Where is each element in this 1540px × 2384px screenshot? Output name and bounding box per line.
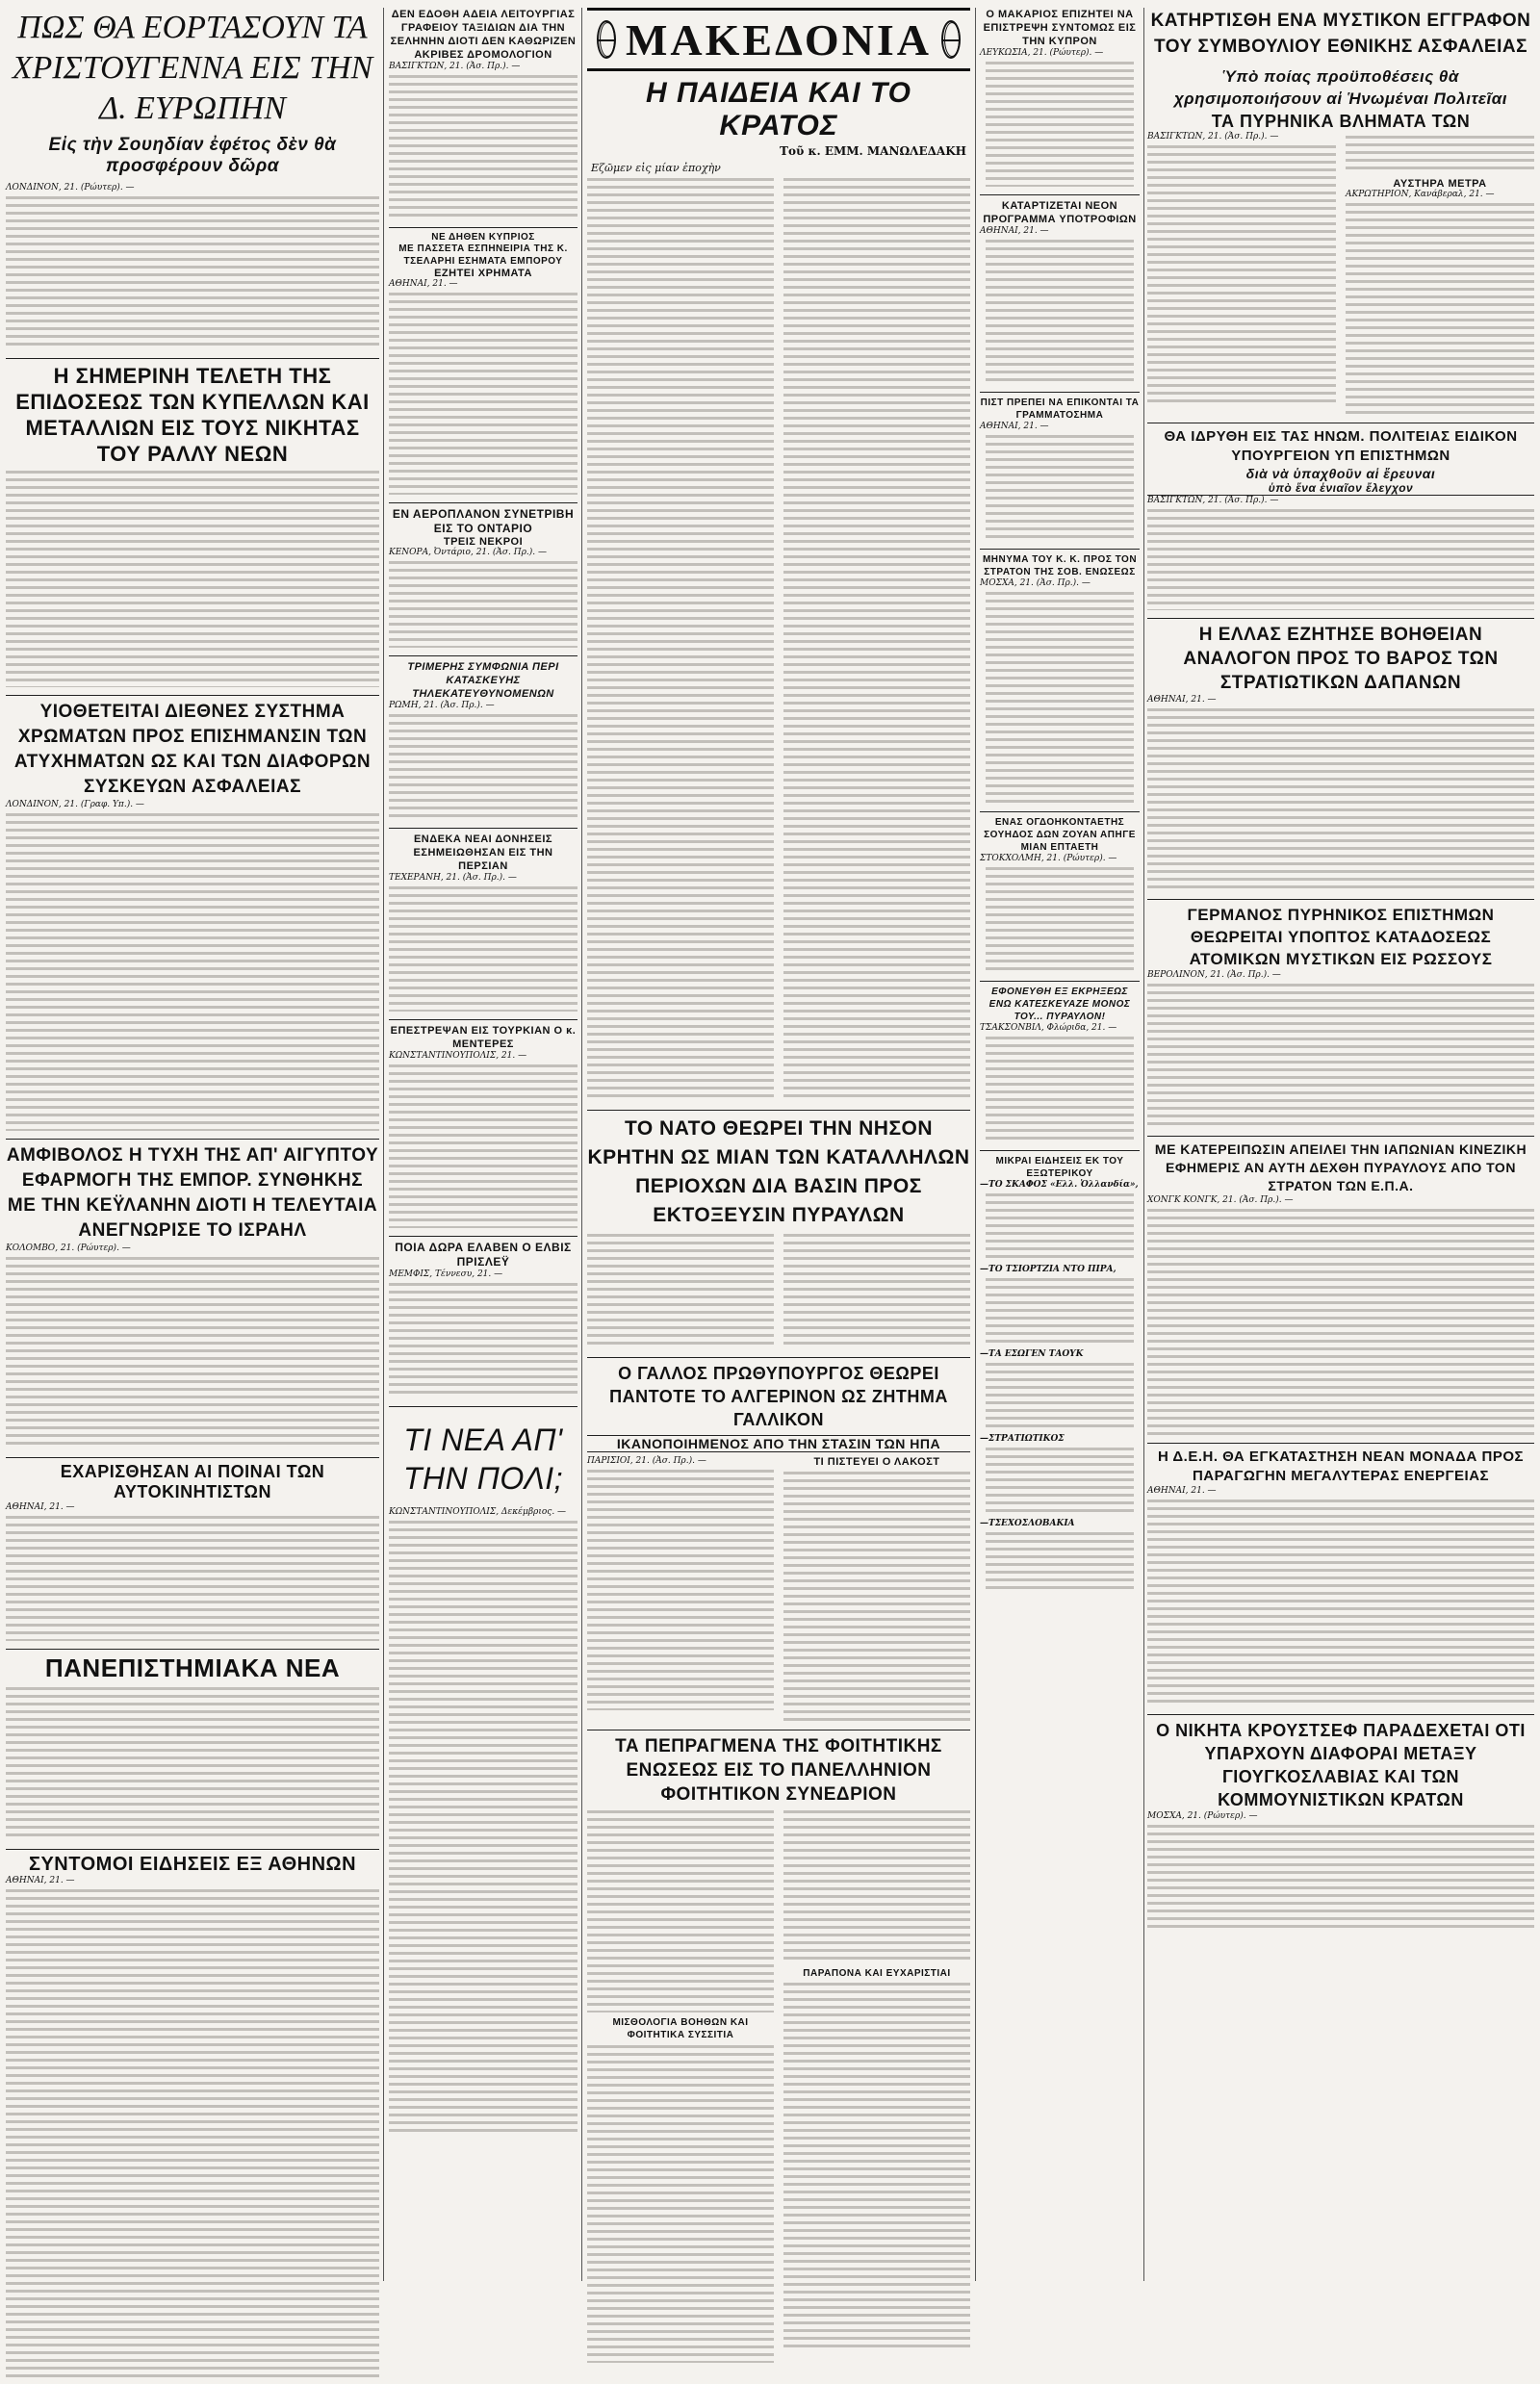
lead-opening: Εζῶμεν εἰς μίαν ἐποχὴν <box>591 162 721 174</box>
article-rally-awards <box>6 363 379 696</box>
article-scholarships <box>980 199 1140 393</box>
article-body <box>783 1472 970 1722</box>
headline: ΠΙΣΤ ΠΡΕΠΕΙ ΝΑ ΕΠΙΚΟΝΤΑΙ ΤΑ ΓΡΑΜΜΑΤΟΣΗΜΑ <box>980 397 1140 421</box>
article-body <box>587 1470 774 1710</box>
headline: ΕΝ ΑΕΡΟΠΛΑΝΟΝ ΣΥΝΕΤΡΙΒΗ ΕΙΣ ΤΟ ΟΝΤΑΡΙΟ <box>392 507 575 535</box>
article-body <box>1147 1825 1534 1931</box>
headline: Ο ΓΑΛΛΟΣ ΠΡΩΘΥΠΟΥΡΓΟΣ ΘΕΩΡΕΙ ΠΑΝΤΟΤΕ ΤΟ ΑΛΓΕΡΙΝΟΝ ΩΣ ΖΗΤΗΜΑ ΓΑΛΛΙΚΟΝ <box>609 1364 948 1429</box>
article-body <box>587 2045 774 2363</box>
column-rule <box>383 8 384 2281</box>
article-persia-quakes <box>389 833 578 1020</box>
article-greece-aid <box>1147 623 1534 900</box>
article-swedish-don-juan <box>980 816 1140 982</box>
article-ontario-crash <box>389 507 578 656</box>
dateline: ΠΑΡΙΣΙΟΙ, 21. (Ἀσ. Πρ.). — <box>587 1456 706 1466</box>
headline: Η ΠΑΙΔΕΙΑ ΚΑΙ ΤΟ ΚΡΑΤΟΣ <box>645 77 912 141</box>
headline: ΣΥΝΤΟΜΟΙ ΕΙΔΗΣΕΙΣ ΕΞ ΑΘΗΝΩΝ <box>28 1854 357 1875</box>
dateline: ΜΟΣΧΑ, 21. (Ἀσ. Πρ.). — <box>980 578 1091 588</box>
article-nato-crete <box>587 1115 970 1358</box>
sidebar-heading: ΤΙ ΠΙΣΤΕΥΕΙ Ο ΛΑΚΟΣΤ <box>813 1456 940 1468</box>
article-body <box>1147 708 1534 891</box>
article-science-ministry <box>1147 427 1534 619</box>
headline: ΔΕΝ ΕΔΟΘΗ ΑΔΕΙΑ ΛΕΙΤΟΥΡΓΙΑΣ ΓΡΑΦΕΙΟΥ ΤΑΞΙΔΙΩΝ ΔΙΑ ΤΗΝ ΣΕΛΗΝΗΝ ΔΙΟΤΙ ΔΕΝ ΚΑΘΩΡΙΖΕΝ ΑΚΡΙΒΕΣ ΔΡΟΜΟΛΟΓΙΟΝ <box>390 9 577 61</box>
dateline: ΛΕΥΚΩΣΙΑ, 21. (Ρώυτερ). — <box>980 48 1104 58</box>
subheadline: ΤΡΕΙΣ ΝΕΚΡΟΙ <box>443 536 524 548</box>
article-egypt-ceylon <box>6 1143 379 1458</box>
headline-kicker: ΝΕ ΔΗΘΕΝ ΚΥΠΡΙΟΣ <box>431 232 535 243</box>
dateline: ΚΟΛΟΜΒΟ, 21. (Ρώυτερ). — <box>6 1243 131 1253</box>
dateline: ΑΘΗΝΑΙ, 21. — <box>1147 1486 1217 1496</box>
article-body <box>587 178 774 1102</box>
headline: Η ΕΛΛΑΣ ΕΖΗΤΗΣΕ ΒΟΗΘΕΙΑΝ ΑΝΑΛΟΓΟΝ ΠΡΟΣ ΤΟ ΒΑΡΟΣ ΤΩΝ ΣΤΡΑΤΙΩΤΙΚΩΝ ΔΑΠΑΝΩΝ <box>1183 625 1499 693</box>
article-body <box>986 240 1134 384</box>
headline: ΕΝΑΣ ΟΓΔΟΗΚΟΝΤΑΕΤΗΣ ΣΟΥΗΔΟΣ ΔΩΝ ΖΟΥΑΝ ΑΠΗΓΕ ΜΙΑΝ ΕΠΤΑΕΤΗ <box>984 817 1136 853</box>
article-news-from-city <box>389 1421 578 2137</box>
headline: ΚΑΤΑΡΤΙΖΕΤΑΙ ΝΕΟΝ ΠΡΟΓΡΑΜΜΑ ΥΠΟΤΡΟΦΙΩΝ <box>983 200 1137 225</box>
dateline: ΧΟΝΓΚ ΚΟΝΓΚ, 21. (Ἀσ. Πρ.). — <box>1147 1195 1294 1205</box>
headline: ΕΦΟΝΕΥΘΗ ΕΞ ΕΚΡΗΞΕΩΣ ΕΝΩ ΚΑΤΕΣΚΕΥΑΖΕ ΜΟΝΟΣ ΤΟΥ... ΠΥΡΑΥΛΟΝ! <box>988 987 1131 1022</box>
article-body <box>389 561 578 648</box>
article-body <box>783 178 970 1102</box>
dateline: ΑΚΡΩΤΗΡΙΟΝ, Κανάβεραλ, 21. — <box>1346 190 1495 199</box>
article-university-news <box>6 1653 379 1850</box>
article-body <box>6 1889 379 2380</box>
article-body <box>986 1278 1134 1346</box>
headline: ΓΕΡΜΑΝΟΣ ΠΥΡΗΝΙΚΟΣ ΕΠΙΣΤΗΜΩΝ ΘΕΩΡΕΙΤΑΙ ΥΠΟΠΤΟΣ ΚΑΤΑΔΟΣΕΩΣ ΑΤΟΜΙΚΩΝ ΜΥΣΤΙΚΩΝ ΕΙΣ ΡΩΣΣΟΥΣ <box>1187 906 1495 968</box>
article-body <box>986 1532 1134 1590</box>
article-body <box>389 1283 578 1398</box>
dateline: ΑΘΗΝΑΙ, 21. — <box>980 422 1049 431</box>
headline: ΥΙΟΘΕΤΕΙΤΑΙ ΔΙΕΘΝΕΣ ΣΥΣΤΗΜΑ ΧΡΩΜΑΤΩΝ ΠΡΟΣ ΕΠΙΣΗΜΑΝΣΙΝ ΤΩΝ ΑΤΥΧΗΜΑΤΩΝ ΩΣ ΚΑΙ ΤΩΝ ΔΙΑΦΟΡΩΝ ΣΥΣΚΕΥΩΝ ΑΣΦΑΛΕΙΑΣ <box>13 702 372 797</box>
headline: ΕΝΔΕΚΑ ΝΕΑΙ ΔΟΝΗΣΕΙΣ ΕΣΗΜΕΙΩΘΗΣΑΝ ΕΙΣ ΤΗΝ ΠΕΡΣΙΑΝ <box>413 833 553 872</box>
headline: ΜΗΝΥΜΑ ΤΟΥ Κ. Κ. ΠΡΟΣ ΤΟΝ ΣΤΡΑΤΟΝ ΤΗΣ ΣΟΒ. ΕΝΩΣΕΩΣ <box>982 554 1138 577</box>
headline: ΜΕ ΚΑΤΕΡΕΙΠΩΣΙΝ ΑΠΕΙΛΕΙ ΤΗΝ ΙΑΠΩΝΙΑΝ ΚΙΝΕΖΙΚΗ ΕΦΗΜΕΡΙΣ ΑΝ ΑΥΤΗ ΔΕΧΘΗ ΠΥΡΑΥΛΟΥΣ ΑΠΟ ΤΟΝ ΣΤΡΑΤΟΝ ΤΩΝ Ε.Π.Α. <box>1154 1141 1527 1193</box>
article-french-pm-algeria <box>587 1362 970 1730</box>
dateline: ΚΩΝΣΤΑΝΤΙΝΟΥΠΟΛΙΣ, Δεκέμβριος. — <box>389 1507 567 1517</box>
headline: ΕΠΕΣΤΡΕΨΑΝ ΕΙΣ ΤΟΥΡΚΙΑΝ Ο κ. ΜΕΝΤΕΡΕΣ <box>390 1025 577 1050</box>
section-subhead: ΠΑΡΑΠΟΝΑ ΚΑΙ ΕΥΧΑΡΙΣΤΙΑΙ <box>803 1968 951 1979</box>
article-body <box>1147 984 1534 1128</box>
sidebar-heading: ΑΥΣΤΗΡΑ ΜΕΤΡΑ <box>1393 178 1487 190</box>
brief-lead: —ΤΣΕΧΟΣΛΟΒΑΚΙΑ <box>980 1519 1075 1528</box>
article-body <box>6 1687 379 1841</box>
article-german-scientist <box>1147 904 1534 1137</box>
article-athens-briefs <box>6 1854 379 2380</box>
column-1 <box>6 8 379 2384</box>
article-body <box>1346 136 1534 174</box>
dateline: ΛΟΝΔΙΝΟΝ, 21. (Ρώυτερ). — <box>6 183 135 192</box>
brief-lead: —ΤΟ ΤΣΙΟΡΤΖΙΑ ΝΤΟ ΠΙΡΑ, <box>980 1265 1116 1274</box>
dateline: ΜΕΜΦΙΣ, Τέννεσυ, 21. — <box>389 1269 503 1279</box>
article-body <box>783 1810 970 1964</box>
article-fake-cypriot <box>389 232 578 503</box>
dateline: ΚΩΝΣΤΑΝΤΙΝΟΥΠΟΛΙΣ, 21. — <box>389 1051 527 1061</box>
article-body <box>389 75 578 219</box>
article-body <box>1147 145 1336 405</box>
subheadline: ΕΖΗΤΕΙ ΧΡΗΜΑΤΑ <box>434 268 532 279</box>
article-tripartite <box>389 660 578 829</box>
article-japan-threat <box>1147 1141 1534 1444</box>
headline: ΤΙ ΝΕΑ ΑΠ' ΤΗΝ ΠΟΛΙ; <box>403 1423 563 1496</box>
headline: ΠΩΣ ΘΑ ΕΟΡΤΑΣΟΥΝ ΤΑ ΧΡΙΣΤΟΥΓΕΝΝΑ ΕΙΣ ΤΗΝ Δ. ΕΥΡΩΠΗΝ <box>12 10 373 126</box>
column-rule <box>975 8 976 2281</box>
article-body <box>6 471 379 687</box>
globe-icon <box>597 20 616 59</box>
article-body <box>587 1810 774 2012</box>
article-education-state <box>587 77 970 1111</box>
dateline: ΤΣΑΚΣΟΝΒΙΛ, Φλώριδα, 21. — <box>980 1023 1117 1033</box>
headline: Η ΣΗΜΕΡΙΝΗ ΤΕΛΕΤΗ ΤΗΣ ΕΠΙΔΟΣΕΩΣ ΤΩΝ ΚΥΠΕΛΛΩΝ ΚΑΙ ΜΕΤΑΛΛΙΩΝ ΕΙΣ ΤΟΥΣ ΝΙΚΗΤΑΣ ΤΟΥ ΡΑΛΛΥ ΝΕΩΝ <box>15 364 370 466</box>
headline: Ο ΜΑΚΑΡΙΟΣ ΕΠΙΖΗΤΕΙ ΝΑ ΕΠΙΣΤΡΕΨΗ ΣΥΝΤΟΜΩΣ ΕΙΣ ΤΗΝ ΚΥΠΡΟΝ <box>983 9 1137 47</box>
article-body <box>986 592 1134 804</box>
article-body <box>986 62 1134 187</box>
subheadline: διὰ νὰ ὑπαχθοῦν αἱ ἔρευναι <box>1245 466 1436 481</box>
dateline: ΚΕΝΟΡΑ, Ὀντάριο, 21. (Ἀσ. Πρ.). — <box>389 548 547 557</box>
headline: ΑΜΦΙΒΟΛΟΣ Η ΤΥΧΗ ΤΗΣ ΑΠ' ΑΙΓΥΠΤΟΥ ΕΦΑΡΜΟΓΗ ΤΗΣ ΕΜΠΟΡ. ΣΥΝΘΗΚΗΣ ΜΕ ΤΗΝ ΚΕΫΛΑΝΗΝ ΔΙΟΤΙ Η ΤΕΛΕΥΤΑΙΑ ΑΝΕΓΝΩΡΙΣΕ ΤΟ ΙΣΡΑΗΛ <box>6 1145 379 1241</box>
article-soviet-army-message <box>980 553 1140 812</box>
article-body <box>389 1521 578 2137</box>
brief-lead: —ΤΑ ΕΣΩΓΕΝ ΤΑΟΥΚ <box>980 1349 1084 1359</box>
column-rule <box>1143 8 1144 2281</box>
dateline: ΒΕΡΟΛΙΝΟΝ, 21. (Ἀσ. Πρ.). — <box>1147 970 1281 980</box>
column-4 <box>980 8 1140 1594</box>
subheadline: Ὑπὸ ποίας προϋποθέσεις θὰ χρησιμοποιήσουν αἱ Ἡνωμέναι Πολιτεῖαι <box>1173 67 1508 108</box>
article-color-system <box>6 700 379 1140</box>
newspaper-title: ΜΑΚΕΔΟΝΙΑ <box>626 14 932 64</box>
dateline: ΑΘΗΝΑΙ, 21. — <box>1147 695 1217 705</box>
subheadline: ὑπὸ ἕνα ἑνιαῖον ἔλεγχον <box>1147 481 1534 496</box>
article-body <box>389 293 578 495</box>
dateline: ΤΕΧΕΡΑΝΗ, 21. (Ἀσ. Πρ.). — <box>389 873 517 883</box>
headline: ΘΑ ΙΔΡΥΘΗ ΕΙΣ ΤΑΣ ΗΝΩΜ. ΠΟΛΙΤΕΙΑΣ ΕΙΔΙΚΟΝ ΥΠΟΥΡΓΕΙΟΝ ΥΠ ΕΠΙΣΤΗΜΩΝ <box>1164 428 1518 464</box>
dateline: ΑΘΗΝΑΙ, 21. — <box>389 279 458 289</box>
headline: ΚΑΤΗΡΤΙΣΘΗ ΕΝΑ ΜΥΣΤΙΚΟΝ ΕΓΓΡΑΦΟΝ ΤΟΥ ΣΥΜΒΟΥΛΙΟΥ ΕΘΝΙΚΗΣ ΑΣΦΑΛΕΙΑΣ <box>1150 11 1531 57</box>
article-menderes <box>389 1024 578 1237</box>
author-byline: Τοῦ κ. ΕΜΜ. ΜΑΝΩΛΕΔΑΚΗ <box>780 144 966 158</box>
article-body <box>986 1037 1134 1142</box>
dateline: ΣΤΟΚΧΟΛΜΗ, 21. (Ρώυτερ). — <box>980 854 1117 863</box>
article-body <box>783 1234 970 1349</box>
article-motorists <box>6 1462 379 1650</box>
article-body <box>6 196 379 350</box>
globe-icon <box>941 20 961 59</box>
headline: ΤΑ ΠΕΠΡΑΓΜΕΝΑ ΤΗΣ ΦΟΙΤΗΤΙΚΗΣ ΕΝΩΣΕΩΣ ΕΙΣ ΤΟ ΠΑΝΕΛΛΗΝΙΟΝ ΦΟΙΤΗΤΙΚΟΝ ΣΥΝΕΔΡΙΟΝ <box>615 1736 942 1805</box>
article-body <box>986 1448 1134 1515</box>
headline: Η Δ.Ε.Η. ΘΑ ΕΓΚΑΤΑΣΤΗΣΗ ΝΕΑΝ ΜΟΝΑΔΑ ΠΡΟΣ ΠΑΡΑΓΩΓΗΝ ΜΕΓΑΛΥΤΕΡΑΣ ΕΝΕΡΓΕΙΑΣ <box>1157 1448 1525 1484</box>
article-moon-travel <box>389 8 578 228</box>
article-makarios <box>980 8 1140 195</box>
headline: ΜΙΚΡΑΙ ΕΙΔΗΣΕΙΣ ΕΚ ΤΟΥ ΕΞΩΤΕΡΙΚΟΥ <box>995 1156 1124 1179</box>
column-3 <box>587 8 970 2367</box>
dateline: ΒΑΣΙΓΚΤΩΝ, 21. (Ἀσ. Πρ.). — <box>1147 496 1279 505</box>
headline: ΤΡΙΜΕΡΗΣ ΣΥΜΦΩΝΙΑ ΠΕΡΙ ΚΑΤΑΣΚΕΥΗΣ ΤΗΛΕΚΑΤΕΥΘΥΝΟΜΕΝΩΝ <box>407 661 559 700</box>
article-stamps <box>980 397 1140 550</box>
article-body <box>1346 203 1534 415</box>
subheadline: Εἰς τὴν Σουηδίαν ἐφέτος δὲν θὰ προσφέρουν δῶρα <box>48 135 337 176</box>
article-body <box>986 435 1134 541</box>
headline: ΜΕ ΠΑΣΣΕΤΑ ΕΣΠΗΝΕΙΡΙΑ ΤΗΣ Κ. ΤΣΕΛΑΡΗΙ ΕΣΗΜΑΤΑ ΕΜΠΟΡΟΥ <box>398 244 568 267</box>
dateline: ΑΘΗΝΑΙ, 21. — <box>6 1876 75 1885</box>
dateline: ΑΘΗΝΑΙ, 21. — <box>980 226 1049 236</box>
dateline: ΒΑΣΙΓΚΤΩΝ, 21. (Ἀσ. Πρ.). — <box>1147 132 1279 141</box>
headline: ΤΟ ΝΑΤΟ ΘΕΩΡΕΙ ΤΗΝ ΝΗΣΟΝ ΚΡΗΤΗΝ ΩΣ ΜΙΑΝ ΤΩΝ ΚΑΤΑΛΛΗΛΩΝ ΠΕΡΙΟΧΩΝ ΔΙΑ ΒΑΣΙΝ ΠΡΟΣ ΕΚΤΟΞΕΥΣΙΝ ΠΥΡΑΥΛΩΝ <box>587 1117 970 1226</box>
article-body <box>1147 1500 1534 1706</box>
masthead <box>587 8 970 71</box>
dateline: ΑΘΗΝΑΙ, 21. — <box>6 1502 75 1512</box>
subheadline: ΙΚΑΝΟΠΟΙΗΜΕΝΟΣ ΑΠΟ ΤΗΝ ΣΤΑΣΙΝ ΤΩΝ ΗΠΑ <box>587 1435 970 1452</box>
brief-lead: —ΣΤΡΑΤΙΩΤΙΚΟΣ <box>980 1434 1065 1444</box>
article-body <box>389 886 578 1012</box>
article-body <box>6 1516 379 1641</box>
dateline: ΡΩΜΗ, 21. (Ἀσ. Πρ.). — <box>389 701 495 710</box>
article-body <box>783 1983 970 2348</box>
article-foreign-briefs <box>980 1155 1140 1590</box>
article-christmas-europe <box>6 8 379 359</box>
article-khrushchev-yugoslavia <box>1147 1719 1534 1931</box>
article-elvis-gifts <box>389 1241 578 1407</box>
article-body <box>6 1257 379 1449</box>
article-body <box>986 1193 1134 1261</box>
article-body <box>986 867 1134 973</box>
headline: ΠΑΝΕΠΙΣΤΗΜΙΑΚΑ ΝΕΑ <box>44 1653 341 1682</box>
section-subhead: ΜΙΣΘΟΛΟΓΙΑ ΒΟΗΘΩΝ ΚΑΙ ΦΟΙΤΗΤΙΚΑ ΣΥΣΣΙΤΙΑ <box>612 2017 749 2040</box>
article-body <box>6 813 379 1131</box>
article-body <box>1147 1209 1534 1435</box>
article-student-union <box>587 1734 970 2367</box>
brief-lead: —ΤΟ ΣΚΑΦΟΣ «Ελλ. Ὁλλανδία», <box>980 1180 1139 1190</box>
dateline: ΛΟΝΔΙΝΟΝ, 21. (Γραφ. Υπ.). — <box>6 800 144 809</box>
article-body <box>1147 509 1534 610</box>
dateline: ΒΑΣΙΓΚΤΩΝ, 21. (Ἀσ. Πρ.). — <box>389 62 521 71</box>
article-rocket-explosion <box>980 986 1140 1151</box>
dateline: ΜΟΣΧΑ, 21. (Ρώυτερ). — <box>1147 1811 1258 1821</box>
article-body <box>587 1234 774 1349</box>
article-secret-document <box>1147 8 1534 423</box>
column-2 <box>389 8 578 2140</box>
subheadline: ΤΑ ΠΥΡΗΝΙΚΑ ΒΛΗΜΑΤΑ ΤΩΝ <box>1211 112 1471 131</box>
article-body <box>389 1064 578 1228</box>
column-5 <box>1147 8 1534 1935</box>
article-body <box>986 1363 1134 1430</box>
column-rule <box>581 8 582 2281</box>
headline: ΕΧΑΡΙΣΘΗΣΑΝ ΑΙ ΠΟΙΝΑΙ ΤΩΝ ΑΥΤΟΚΙΝΗΤΙΣΤΩΝ <box>60 1462 325 1501</box>
headline: Ο ΝΙΚΗΤΑ ΚΡΟΥΣΤΣΕΦ ΠΑΡΑΔΕΧΕΤΑΙ ΟΤΙ ΥΠΑΡΧΟΥΝ ΔΙΑΦΟΡΑΙ ΜΕΤΑΞΥ ΓΙΟΥΓΚΟΣΛΑΒΙΑΣ ΚΑΙ ΤΩΝ ΚΟΜΜΟΥΝΙΣΤΙΚΩΝ ΚΡΑΤΩΝ <box>1156 1721 1526 1809</box>
article-dei-power <box>1147 1448 1534 1715</box>
headline: ΠΟΙΑ ΔΩΡΑ ΕΛΑΒΕΝ Ο ΕΛΒΙΣ ΠΡΙΣΛΕΫ <box>395 1241 572 1269</box>
article-body <box>389 714 578 820</box>
